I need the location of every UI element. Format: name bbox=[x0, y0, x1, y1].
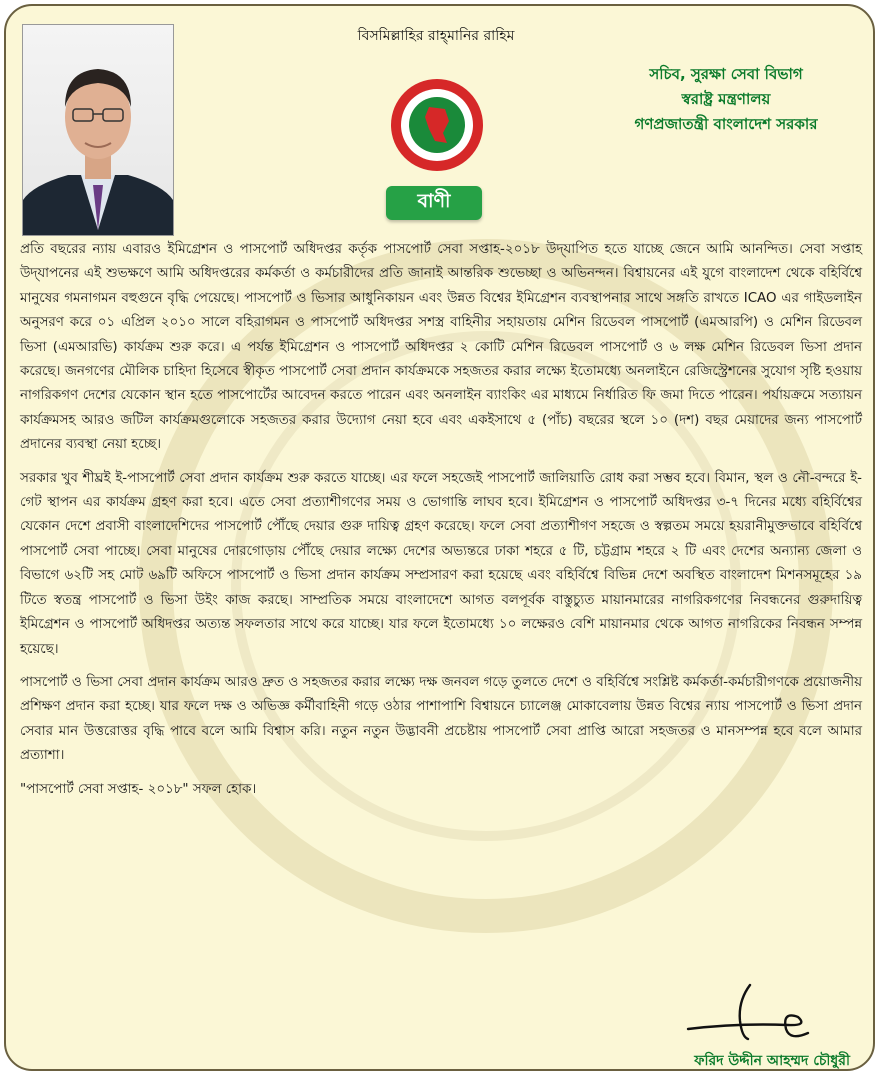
department-seal-logo bbox=[389, 77, 485, 173]
signer-name: ফরিদ উদ্দীন আহম্মদ চৌধুরী bbox=[694, 1053, 850, 1069]
message-badge: বাণী bbox=[386, 186, 482, 220]
basmala: বিসমিল্লাহির রাহ্‌মানির রাহিম bbox=[357, 28, 515, 44]
portrait-photo bbox=[22, 24, 174, 236]
designation-line-1: সচিব, সুরক্ষা সেবা বিভাগ bbox=[649, 65, 803, 83]
message-paragraph: সরকার খুব শীঘ্রই ই-পাসপোর্ট সেবা প্রদান কার্যক্রম শুরু করতে যাচ্ছে। এর ফলে সহজেই পাসপোর্ট জালিয়াতি রোধ করা সম্ভব হবে। বিমান, স্থল ও নৌ-বন্দরে ই-গেট স্থাপন এর কার্যক্রম গ্রহণ করা হবে। এতে সেবা প্রত্যাশীগণের সময় ও ভোগান্তি লাঘব হবে। ইমিগ্রেশন ও পাসপোর্ট অধিদপ্তর ৩-৭ দিনের মধ্যে বহির্বিশ্বের যেকোন দেশে প্রবাসী বাংলাদেশিদের পাসপোর্ট পৌঁছে দেয়ার গুরু দায়িত্ব গ্রহণ করেছে। ফলে সেবা প্রত্যাশীগণ সহজে ও স্বল্পতম সময়ে হয়রানীমুক্তভাবে বহির্বিশ্বে পাসপোর্ট সেবা পাচ্ছে। সেবা মানুষের দোরগোড়ায় পৌঁছে দেয়ার লক্ষ্যে দেশের অভ্যন্তরে ঢাকা শহরে ৫ টি, চট্টগ্রাম শহরে ২ টি এবং দেশের অন্যান্য জেলা ও বিভাগে ৬২টি সহ মোট ৬৯টি অফিসে পাসপোর্ট ও ভিসা প্রদান কার্যক্রম সম্প্রসারণ করা হয়েছে এবং বহির্বিশ্বে বিভিন্ন দেশে অবস্থিত বাংলাদেশ মিশনসমূহের ১৯ টিতে স্বতন্ত্র পাসপোর্ট ও ভিসা উইং কাজ করছে। সাম্প্রতিক সময়ে বাংলাদেশে আগত বলপূর্বক বাস্তুচ্যুত মায়ানমারের নাগরিকগণের নিবন্ধনের গুরুদায়িত্ব ইমিগ্রেশন ও পাসপোর্ট অধিদপ্তর অত্যন্ত সফলতার সাথে করে যাচ্ছে। যার ফলে ইতোমধ্যে ১০ লক্ষেরও বেশি মায়ানমার থেকে আগত নাগরিকের নিবন্ধন সম্পন্ন হয়েছে। bbox=[20, 470, 862, 657]
designation-line-3: গণপ্রজাতন্ত্রী বাংলাদেশ সরকার bbox=[634, 115, 818, 133]
message-body bbox=[20, 238, 862, 811]
message-paragraph: প্রতি বছরের ন্যায় এবারও ইমিগ্রেশন ও পাসপোর্ট অধিদপ্তর কর্তৃক পাসপোর্ট সেবা সপ্তাহ-২০১৮ উদ্‌যাপিত হতে যাচ্ছে জেনে আমি আনন্দিত। সেবা সপ্তাহ উদ্‌যাপনের এই শুভক্ষণে আমি অধিদপ্তরের কর্মকর্তা ও কর্মচারীদের প্রতি জানাই আন্তরিক শুভেচ্ছা ও অভিনন্দন। বিশ্বায়নের এই যুগে বাংলাদেশ থেকে বহির্বিশ্বে মানুষের গমনাগমন বহুগুনে বৃদ্ধি পেয়েছে। পাসপোর্ট ও ভিসার আধুনিকায়ন এবং উন্নত বিশ্বের ইমিগ্রেশন ব্যবস্থাপনার সাথে সঙ্গতি রাখতে ICAO এর গাইডলাইন অনুসরণ করে ০১ এপ্রিল ২০১০ সালে বহিরাগমন ও পাসপোর্ট অধিদপ্তর সশস্ত্র বাহিনীর সহায়তায় মেশিন রিডেবল পাসপোর্ট (এমআরপি) ও মেশিন রিডেবল ভিসা (এমআরভি) কার্যক্রম শুরু করে। এ পর্যন্ত ইমিগ্রেশন ও পাসপোর্ট অধিদপ্তর ২ কোটি মেশিন রিডেবল পাসপোর্ট ও ৬ লক্ষ মেশিন রিডেবল ভিসা প্রদান করেছে। জনগণের মৌলিক চাহিদা হিসেবে স্বীকৃত পাসপোর্ট সেবা প্রদান কার্যক্রমকে সহজতর করার লক্ষ্যে ইতোমধ্যে অনলাইনে রেজিস্ট্রেশনের সুযোগ সৃষ্টি হওয়ায় নাগরিকগণ দেশের যেকোন স্থান হতে পাসপোর্টের আবেদন করতে পারেন এবং অনলাইন ব্যাংকিং এর মাধ্যমে নির্ধারিত ফি জমা দিতে পারেন। পর্যায়ক্রমে সত্যায়ন কার্যক্রমসহ আরও জটিল কার্যক্রমগুলোকে সহজতর করার উদ্যোগ নেয়া হবে এবং একইসাথে ৫ (পাঁচ) বছরের স্থলে ১০ (দশ) বছর মেয়াদের জন্য পাসপোর্ট প্রদানের ব্যবস্থা নেয়া হচ্ছে। bbox=[20, 242, 862, 453]
handwritten-signature bbox=[678, 981, 828, 1051]
message-card bbox=[4, 4, 875, 1071]
message-paragraph: "পাসপোর্ট সেবা সপ্তাহ- ২০১৮" সফল হোক। bbox=[20, 781, 257, 797]
secretary-designation bbox=[596, 62, 856, 137]
message-paragraph: পাসপোর্ট ও ভিসা সেবা প্রদান কার্যক্রম আরও দ্রুত ও সহজতর করার লক্ষ্যে দক্ষ জনবল গড়ে তুলতে দেশে ও বহির্বিশ্বে সংশ্লিষ্ট কর্মকর্তা-কর্মচারীগণকে প্রয়োজনীয় প্রশিক্ষণ প্রদান করা হচ্ছে। যার ফলে দক্ষ ও অভিজ্ঞ কর্মীবাহিনী গড়ে ওঠার পাশাপাশি বিশ্বায়নে চ্যালেঞ্জ মোকাবেলায় উন্নত বিশ্বের ন্যায় পাসপোর্ট ও ভিসা প্রদান সেবার মান উত্তরোত্তর বৃদ্ধি পাবে বলে আমি বিশ্বাস করি। নতুন নতুন উদ্ভাবনী প্রচেষ্টায় পাসপোর্ট সেবা প্রাপ্তি আরো সহজতর ও মানসম্পন্ন হবে বলে আমার প্রত্যাশা। bbox=[20, 674, 862, 764]
designation-line-2: স্বরাষ্ট্র মন্ত্রণালয় bbox=[681, 90, 771, 108]
